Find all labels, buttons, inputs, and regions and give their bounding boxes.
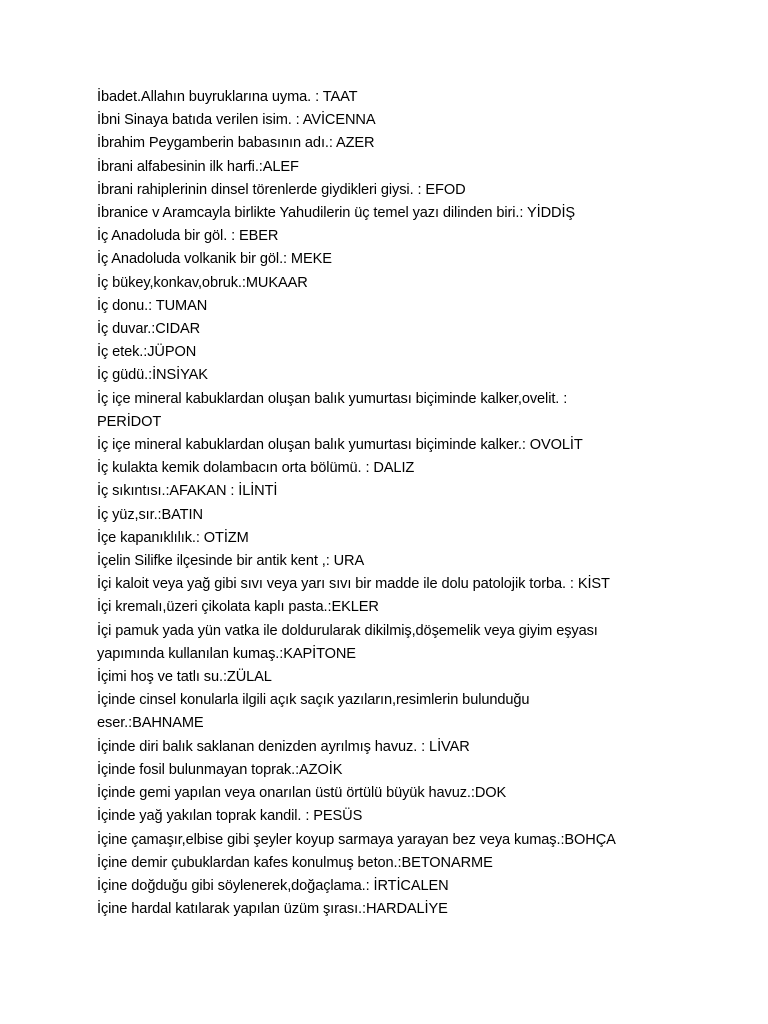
text-line: İçi kremalı,üzeri çikolata kaplı pasta.:EKLER: [97, 599, 379, 616]
text-line: İbrahim Peygamberin babasının adı.: AZER: [97, 135, 375, 152]
text-line: İç sıkıntısı.:AFAKAN : İLİNTİ: [97, 483, 278, 500]
text-line: İç Anadoluda bir göl. : EBER: [97, 228, 279, 245]
text-line: İbni Sinaya batıda verilen isim. : AVİCENNA: [97, 112, 376, 129]
text-line: İç Anadoluda volkanik bir göl.: MEKE: [97, 251, 332, 268]
text-line: İçimi hoş ve tatlı su.:ZÜLAL: [97, 669, 272, 686]
text-line: İçinde fosil bulunmayan toprak.:AZOİK: [97, 761, 343, 778]
text-line: İç kulakta kemik dolambacın orta bölümü. : DALIZ: [97, 460, 415, 477]
text-line: PERİDOT: [97, 413, 162, 430]
text-line: İçe kapanıklılık.: OTİZM: [97, 529, 249, 546]
text-line: İbrani alfabesinin ilk harfi.:ALEF: [97, 158, 299, 175]
text-line: İçi pamuk yada yün vatka ile doldurularak dikilmiş,döşemelik veya giyim eşyası: [97, 622, 598, 639]
text-line: İbrani rahiplerinin dinsel törenlerde giydikleri giysi. : EFOD: [97, 181, 466, 198]
text-line: İçelin Silifke ilçesinde bir antik kent ,: URA: [97, 553, 365, 570]
text-line: İç içe mineral kabuklardan oluşan balık yumurtası biçiminde kalker,ovelit. :: [97, 390, 568, 407]
text-line: İçi kaloit veya yağ gibi sıvı veya yarı sıvı bir madde ile dolu patolojik torba. : KİST: [97, 576, 610, 593]
document-body: [97, 86, 697, 921]
text-line: İç donu.: TUMAN: [97, 297, 208, 314]
text-line: İç etek.:JÜPON: [97, 344, 197, 361]
text-line: İbadet.Allahın buyruklarına uyma. : TAAT: [97, 89, 358, 105]
text-line: İç bükey,konkav,obruk.:MUKAAR: [97, 274, 308, 291]
text-line: İbranice v Aramcayla birlikte Yahudilerin üç temel yazı dilinden biri.: YİDDİŞ: [97, 205, 576, 222]
text-line: İçinde gemi yapılan veya onarılan üstü örtülü büyük havuz.:DOK: [97, 785, 507, 802]
text-line: İçine demir çubuklardan kafes konulmuş beton.:BETONARME: [97, 854, 493, 871]
text-line: İçine çamaşır,elbise gibi şeyler koyup sarmaya yarayan bez veya kumaş.:BOHÇA: [97, 831, 616, 848]
text-line: İç yüz,sır.:BATIN: [97, 506, 203, 523]
text-line: İçinde diri balık saklanan denizden ayrılmış havuz. : LİVAR: [97, 738, 470, 755]
text-line: İçinde yağ yakılan toprak kandil. : PESÜS: [97, 808, 363, 825]
text-line: İç duvar.:CIDAR: [97, 321, 201, 338]
text-line: İç içe mineral kabuklardan oluşan balık yumurtası biçiminde kalker.: OVOLİT: [97, 437, 583, 454]
text-line: İçinde cinsel konularla ilgili açık saçık yazıların,resimlerin bulunduğu: [97, 692, 530, 709]
text-line: İçine doğduğu gibi söylenerek,doğaçlama.: İRTİCALEN: [97, 877, 449, 894]
text-line: İçine hardal katılarak yapılan üzüm şırası.:HARDALİYE: [97, 901, 448, 918]
text-line: İç güdü.:İNSİYAK: [97, 367, 208, 384]
text-line: eser.:BAHNAME: [97, 715, 204, 732]
text-line: yapımında kullanılan kumaş.:KAPİTONE: [97, 645, 356, 662]
